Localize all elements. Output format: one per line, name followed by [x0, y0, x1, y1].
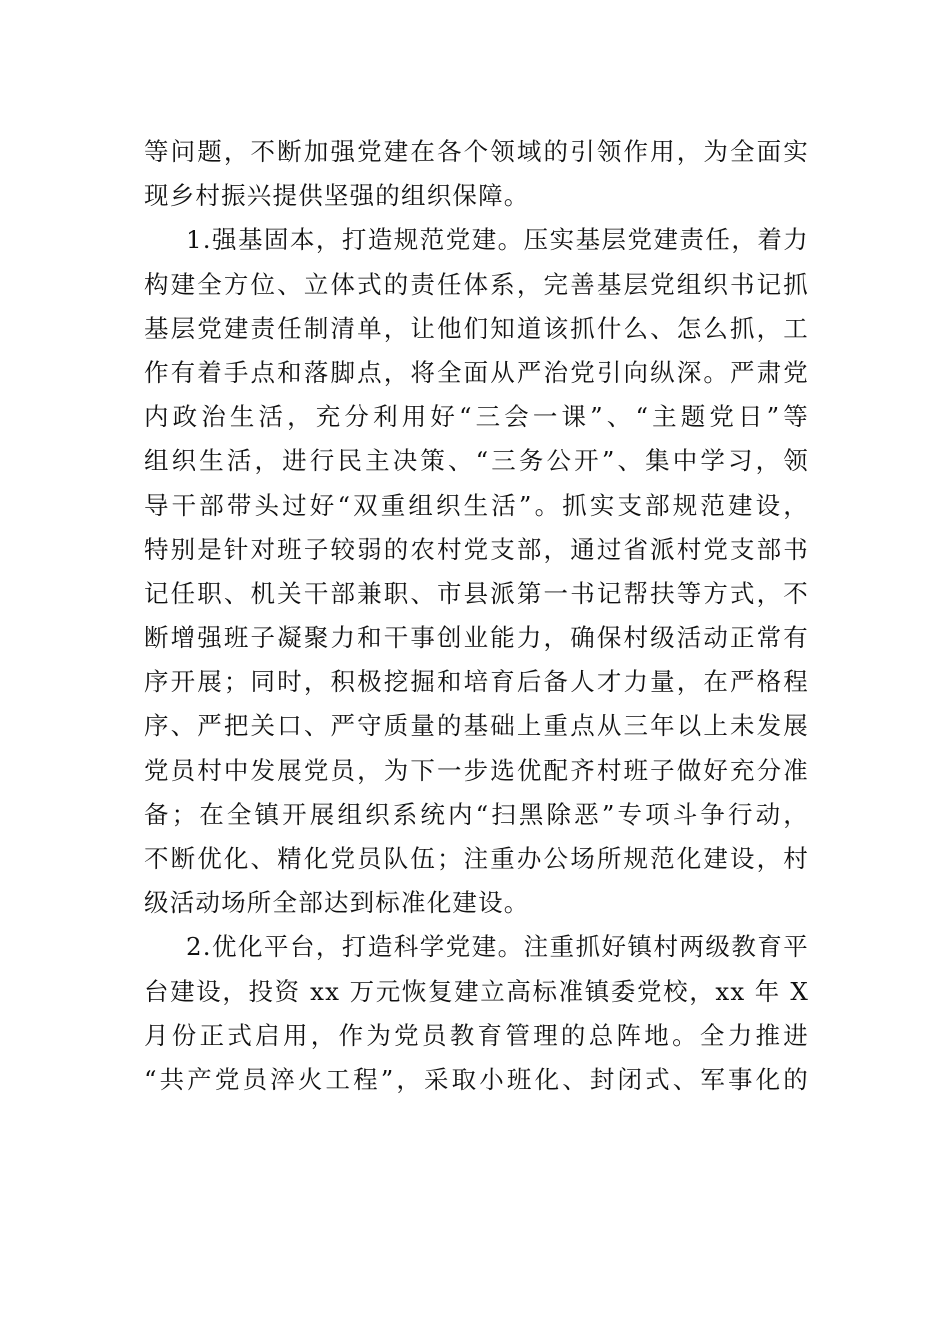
text-line: 等问题，不断加强党建在各个领域的引领作用，为全面实: [144, 137, 809, 166]
text-line: 月份正式启用，作为党员教育管理的总阵地。全力推进: [144, 1020, 809, 1050]
text-line: 基层党建责任制清单，让他们知道该抓什么、怎么抓，工: [144, 313, 809, 343]
text-line: 序开展；同时，积极挖掘和培育后备人才力量，在严格程: [144, 667, 809, 697]
text-line: 作有着手点和落脚点，将全面从严治党引向纵深。严肃党: [144, 357, 809, 387]
text-line: 内政治生活，充分利用好“三会一课”、“主题党日”等: [144, 402, 809, 432]
text-line: 不断优化、精化党员队伍；注重办公场所规范化建设，村: [144, 844, 809, 873]
text-line: 构建全方位、立体式的责任体系，完善基层党组织书记抓: [144, 269, 809, 299]
text-line: 党员村中发展党员，为下一步选优配齐村班子做好充分准: [144, 755, 809, 785]
text-line: 序、严把关口、严守质量的基础上重点从三年以上未发展: [144, 711, 809, 741]
text-line: 台建设，投资 xx 万元恢复建立高标准镇委党校，xx 年 X: [144, 976, 809, 1006]
text-line: 导干部带头过好“双重组织生活”。抓实支部规范建设，: [144, 490, 809, 520]
document-body: [144, 130, 809, 1102]
text-line: 特别是针对班子较弱的农村党支部，通过省派村党支部书: [144, 534, 809, 564]
text-line: 级活动场所全部达到标准化建设。: [144, 888, 530, 918]
text-line: 备；在全镇开展组织系统内“扫黑除恶”专项斗争行动，: [144, 799, 809, 829]
text-line: 现乡村振兴提供坚强的组织保障。: [144, 181, 530, 211]
section-heading-line: 2.优化平台，打造科学党建。注重抓好镇村两级教育平: [186, 932, 809, 962]
text-line: 断增强班子凝聚力和干事创业能力，确保村级活动正常有: [144, 623, 809, 653]
section-heading-line: 1.强基固本，打造规范党建。压实基层党建责任，着力: [186, 225, 809, 255]
text-line: 记任职、机关干部兼职、市县派第一书记帮扶等方式，不: [144, 578, 809, 608]
text-line: “共产党员淬火工程”，采取小班化、封闭式、军事化的: [144, 1064, 809, 1094]
text-line: 组织生活，进行民主决策、“三务公开”、集中学习，领: [144, 446, 809, 476]
